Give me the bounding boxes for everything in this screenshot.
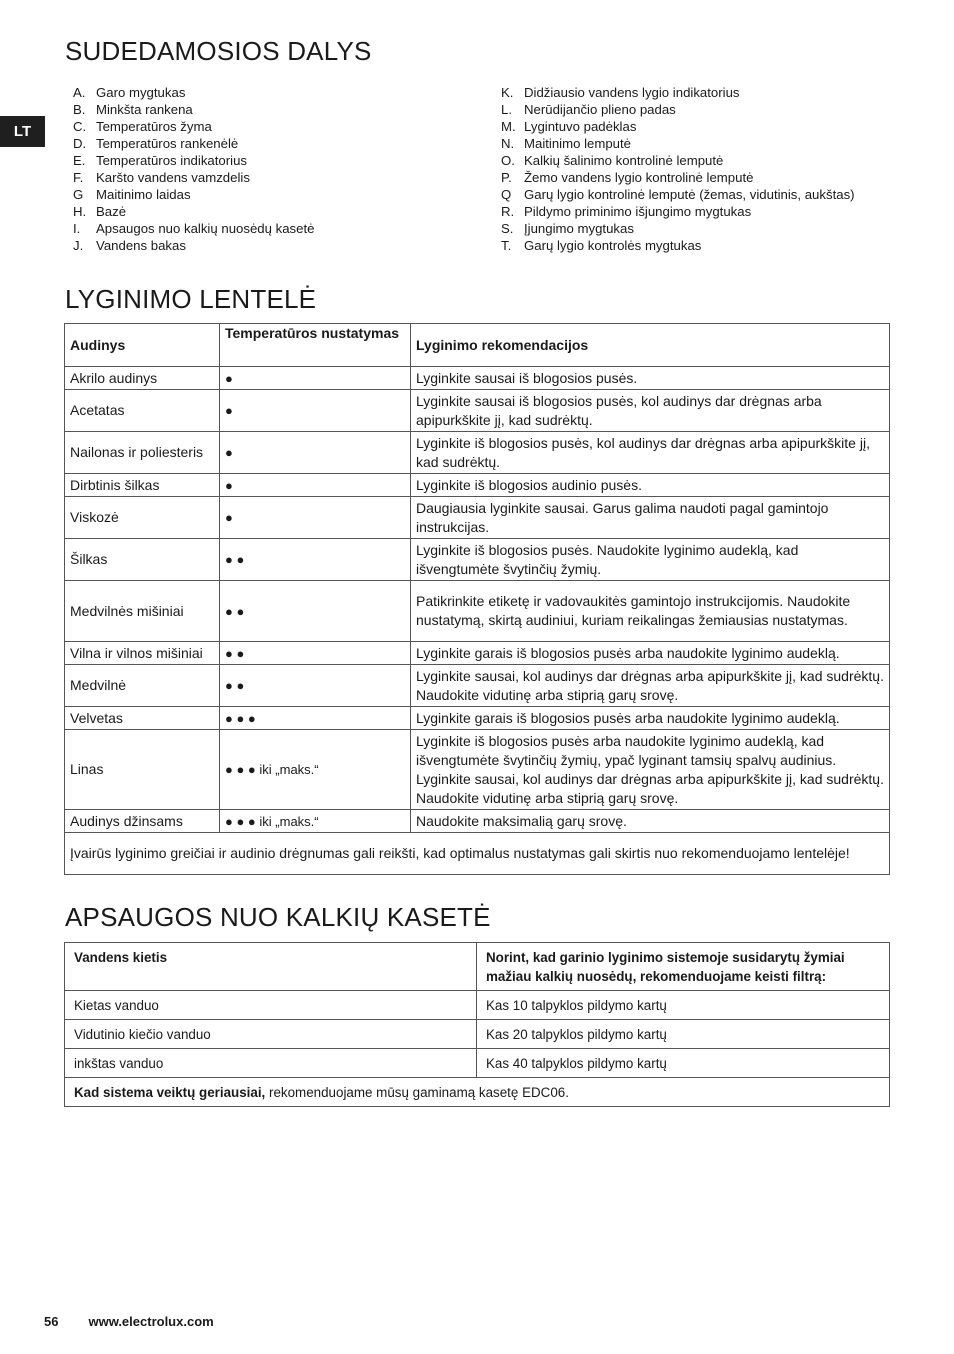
- table-note: Įvairūs lyginimo greičiai ir audinio drėgnumas gali reikšti, kad optimalus nustatymas gali skirtis nuo rekomenduojamo lentelėje!: [65, 833, 890, 875]
- part-key: K.: [501, 85, 514, 100]
- part-key: P.: [501, 170, 512, 185]
- advice-cell: Patikrinkite etiketę ir vadovaukitės gamintojo instrukcijomis. Naudokite nustatymą, skirtą audiniui, kuriam reikalingas žemiausias nustatymas.: [411, 581, 890, 642]
- advice-cell: Lyginkite garais iš blogosios pusės arba naudokite lyginimo audeklą.: [411, 642, 890, 665]
- part-label: Bazė: [96, 204, 127, 219]
- page-number: 56: [44, 1314, 59, 1329]
- fabric-cell: Dirbtinis šilkas: [65, 474, 220, 497]
- table-row: [65, 539, 890, 581]
- part-key: G: [73, 187, 84, 202]
- list-item: [73, 203, 314, 220]
- table-row: [65, 707, 890, 730]
- part-key: R.: [501, 204, 515, 219]
- table-note: [65, 1078, 890, 1107]
- list-item: [501, 237, 855, 254]
- interval-cell: Kas 40 talpyklos pildymo kartų: [477, 1049, 890, 1078]
- setting-cell: ● ● ● iki „maks.“: [220, 730, 411, 810]
- advice-cell: Lyginkite iš blogosios pusės arba naudokite lyginimo audeklą, kad išvengtumėte švytinčių žymių, ypač lyginant tamsių spalvų audinius. Lyginkite sausai, kol audinys dar drėgnas arba apipurkškite jį, kad sudrėktų. Naudokite vidutinę arba stiprią garų srovę.: [411, 730, 890, 810]
- interval-cell: Kas 10 talpyklos pildymo kartų: [477, 991, 890, 1020]
- part-label: Garų lygio kontrolės mygtukas: [524, 238, 702, 253]
- website-url: www.electrolux.com: [88, 1314, 214, 1329]
- column-header: Temperatūros nustatymas: [220, 324, 411, 367]
- list-item: [73, 135, 314, 152]
- note-bold: Kad sistema veiktų geriausiai,: [74, 1084, 266, 1100]
- column-header: Audinys: [65, 324, 220, 367]
- part-label: Žemo vandens lygio kontrolinė lemputė: [524, 170, 754, 185]
- part-label: Maitinimo lemputė: [524, 136, 632, 151]
- table-row: [65, 1049, 890, 1078]
- table-note-row: [65, 1078, 890, 1107]
- table-row: [65, 581, 890, 642]
- list-item: [501, 220, 855, 237]
- part-key: H.: [73, 204, 87, 219]
- page-footer: [44, 1314, 214, 1329]
- part-key: I.: [73, 221, 81, 236]
- part-label: Nerūdijančio plieno padas: [524, 102, 676, 117]
- setting-cell: ● ● ●: [220, 707, 411, 730]
- fabric-cell: Velvetas: [65, 707, 220, 730]
- part-label: Lygintuvo padėklas: [524, 119, 637, 134]
- language-tab: LT: [0, 116, 45, 147]
- part-label: Temperatūros indikatorius: [96, 153, 247, 168]
- note-text: rekomenduojame mūsų gaminamą kasetę EDC06.: [265, 1084, 569, 1100]
- list-item: [501, 84, 855, 101]
- list-item: [73, 237, 314, 254]
- fabric-cell: Vilna ir vilnos mišiniai: [65, 642, 220, 665]
- advice-cell: Lyginkite iš blogosios pusės. Naudokite lyginimo audeklą, kad išvengtumėte švytinčių žymių.: [411, 539, 890, 581]
- fabric-cell: Audinys džinsams: [65, 810, 220, 833]
- setting-cell: ● ●: [220, 642, 411, 665]
- part-label: Įjungimo mygtukas: [524, 221, 634, 236]
- fabric-cell: Linas: [65, 730, 220, 810]
- list-item: [501, 101, 855, 118]
- part-key: O.: [501, 153, 515, 168]
- list-item: [501, 169, 855, 186]
- part-label: Kalkių šalinimo kontrolinė lemputė: [524, 153, 724, 168]
- fabric-cell: Akrilo audinys: [65, 367, 220, 390]
- table-note-row: [65, 833, 890, 875]
- table-row: [65, 730, 890, 810]
- part-label: Temperatūros rankenėlė: [96, 136, 239, 151]
- part-key: C.: [73, 119, 87, 134]
- fabric-cell: Nailonas ir poliesteris: [65, 432, 220, 474]
- part-label: Apsaugos nuo kalkių nuosėdų kasetė: [96, 221, 315, 236]
- setting-cell: ●: [220, 367, 411, 390]
- list-item: [73, 152, 314, 169]
- fabric-cell: Šilkas: [65, 539, 220, 581]
- table-row: [65, 497, 890, 539]
- advice-cell: Lyginkite iš blogosios audinio pusės.: [411, 474, 890, 497]
- part-key: A.: [73, 85, 86, 100]
- list-item: [501, 118, 855, 135]
- part-label: Temperatūros žyma: [96, 119, 212, 134]
- part-label: Maitinimo laidas: [96, 187, 191, 202]
- setting-cell: ● ● ● iki „maks.“: [220, 810, 411, 833]
- parts-list-right: [501, 84, 855, 254]
- part-label: Vandens bakas: [96, 238, 186, 253]
- part-label: Garų lygio kontrolinė lemputė (žemas, vidutinis, aukštas): [524, 187, 855, 202]
- parts-title: SUDEDAMOSIOS DALYS: [65, 36, 372, 66]
- part-label: Pildymo priminimo išjungimo mygtukas: [524, 204, 752, 219]
- list-item: [73, 118, 314, 135]
- fabric-cell: Medvilnės mišiniai: [65, 581, 220, 642]
- advice-cell: Naudokite maksimalią garų srovę.: [411, 810, 890, 833]
- list-item: [73, 186, 314, 203]
- setting-cell: ●: [220, 390, 411, 432]
- list-item: [501, 135, 855, 152]
- part-key: D.: [73, 136, 87, 151]
- table-row: [65, 1020, 890, 1049]
- setting-cell: ●: [220, 497, 411, 539]
- table-row: [65, 390, 890, 432]
- table-row: [65, 367, 890, 390]
- column-header: Lyginimo rekomendacijos: [411, 324, 890, 367]
- part-key: Q: [501, 187, 512, 202]
- advice-cell: Daugiausia lyginkite sausai. Garus galima naudoti pagal gamintojo instrukcijas.: [411, 497, 890, 539]
- part-label: Minkšta rankena: [96, 102, 193, 117]
- part-label: Garo mygtukas: [96, 85, 186, 100]
- table-header-row: [65, 324, 890, 367]
- cassette-title: APSAUGOS NUO KALKIŲ KASETĖ: [65, 902, 491, 932]
- advice-cell: Lyginkite sausai, kol audinys dar drėgnas arba apipurkškite jį, kad sudrėktų. Naudokite vidutinę arba stiprią garų srovę.: [411, 665, 890, 707]
- setting-cell: ● ●: [220, 581, 411, 642]
- advice-cell: Lyginkite sausai iš blogosios pusės, kol audinys dar drėgnas arba apipurkškite jį, kad sudrėktų.: [411, 390, 890, 432]
- list-item: [501, 203, 855, 220]
- part-key: L.: [501, 102, 512, 117]
- fabric-cell: Medvilnė: [65, 665, 220, 707]
- setting-cell: ● ●: [220, 665, 411, 707]
- part-key: N.: [501, 136, 515, 151]
- list-item: [501, 186, 855, 203]
- list-item: [501, 152, 855, 169]
- parts-list-left: [73, 84, 314, 254]
- part-key: E.: [73, 153, 86, 168]
- part-label: Karšto vandens vamzdelis: [96, 170, 250, 185]
- list-item: [73, 101, 314, 118]
- fabric-cell: Viskozė: [65, 497, 220, 539]
- table-header-row: [65, 943, 890, 991]
- ironing-table: [64, 323, 890, 875]
- advice-cell: Lyginkite garais iš blogosios pusės arba naudokite lyginimo audeklą.: [411, 707, 890, 730]
- table-row: [65, 991, 890, 1020]
- part-label: Didžiausio vandens lygio indikatorius: [524, 85, 740, 100]
- part-key: F.: [73, 170, 84, 185]
- setting-cell: ● ●: [220, 539, 411, 581]
- ironing-title: LYGINIMO LENTELĖ: [65, 284, 317, 314]
- advice-cell: Lyginkite iš blogosios pusės, kol audinys dar drėgnas arba apipurkškite jį, kad sudrėktų.: [411, 432, 890, 474]
- hardness-cell: Vidutinio kiečio vanduo: [65, 1020, 477, 1049]
- column-header: Vandens kietis: [65, 943, 477, 991]
- advice-cell: Lyginkite sausai iš blogosios pusės.: [411, 367, 890, 390]
- table-row: [65, 474, 890, 497]
- interval-cell: Kas 20 talpyklos pildymo kartų: [477, 1020, 890, 1049]
- setting-cell: ●: [220, 432, 411, 474]
- column-header: Norint, kad garinio lyginimo sistemoje susidarytų žymiai mažiau kalkių nuosėdų, rekomenduojame keisti filtrą:: [477, 943, 890, 991]
- table-row: [65, 810, 890, 833]
- table-row: [65, 642, 890, 665]
- part-key: S.: [501, 221, 514, 236]
- part-key: J.: [73, 238, 84, 253]
- hardness-cell: inkštas vanduo: [65, 1049, 477, 1078]
- setting-cell: ●: [220, 474, 411, 497]
- list-item: [73, 169, 314, 186]
- cassette-table: [64, 942, 890, 1107]
- fabric-cell: Acetatas: [65, 390, 220, 432]
- list-item: [73, 220, 314, 237]
- part-key: B.: [73, 102, 86, 117]
- part-key: M.: [501, 119, 516, 134]
- table-row: [65, 432, 890, 474]
- hardness-cell: Kietas vanduo: [65, 991, 477, 1020]
- table-row: [65, 665, 890, 707]
- part-key: T.: [501, 238, 512, 253]
- list-item: [73, 84, 314, 101]
